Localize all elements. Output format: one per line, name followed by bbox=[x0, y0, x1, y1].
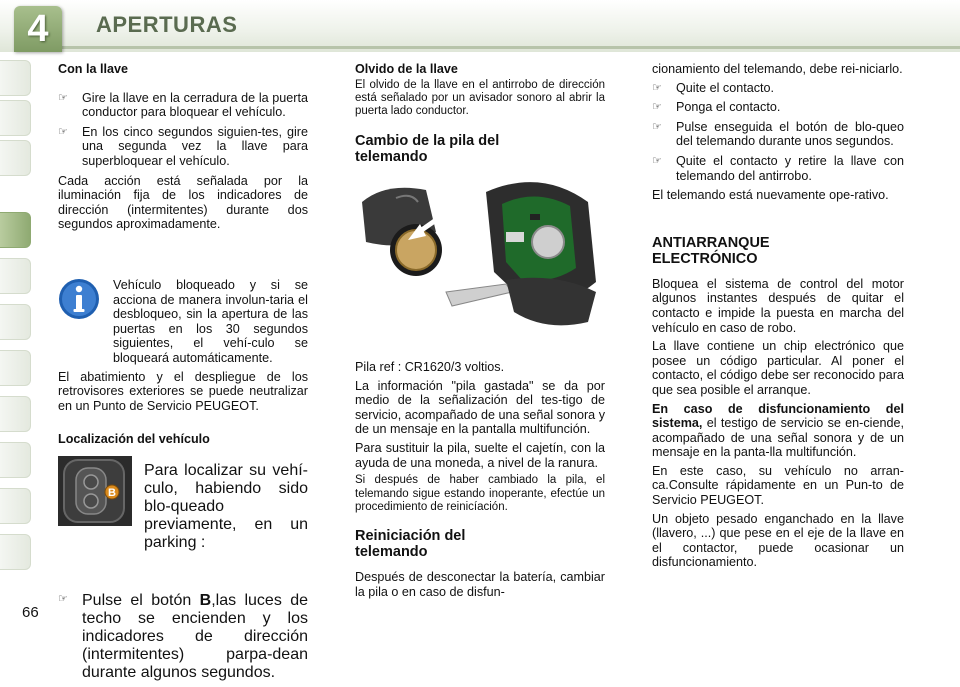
heading-olvido-llave: Olvido de la llave bbox=[355, 62, 458, 76]
column-2 bbox=[355, 62, 605, 169]
paragraph: El olvido de la llave en el antirrobo de dirección está señalado por un avisador sonoro al abrir la puerta lado conductor. bbox=[355, 78, 605, 118]
paragraph: Para sustituir la pila, suelte el cajetín, con la ayuda de una moneda, a nivel de la ranura. bbox=[355, 440, 605, 470]
column-1 bbox=[58, 62, 308, 236]
paragraph: Después de desconectar la batería, cambiar la pila o en caso de disfun- bbox=[355, 570, 605, 599]
side-tab-8[interactable] bbox=[0, 396, 31, 432]
bullet-item: ☞ Pulse el botón B,las luces de techo se encienden y los indicadores de dirección (intermitentes) parpa-dean durante algunos segundos. bbox=[58, 592, 308, 681]
side-tab-6[interactable] bbox=[0, 304, 31, 340]
bullet-item: ☞ Pulse enseguida el botón de blo-queo del telemando durante unos segundos. bbox=[652, 119, 904, 149]
hand-pointer-icon: ☞ bbox=[652, 154, 662, 167]
section-title-cambio-pila: Cambio de la pila del telemando bbox=[355, 132, 500, 165]
paragraph: En caso de disfuncionamiento del sistema, el testigo de servicio se en-ciende, acompañado de una señal sonora y de un mensaje en la panta-lla multifunción. bbox=[652, 401, 904, 460]
section-title-reiniciacion: Reiniciación del telemando bbox=[355, 528, 466, 561]
side-tab-1[interactable] bbox=[0, 60, 31, 96]
remote-key-battery-photo bbox=[356, 172, 606, 350]
heading-localizacion: Localización del vehículo bbox=[58, 432, 210, 446]
hand-pointer-icon: ☞ bbox=[58, 91, 68, 104]
column-3 bbox=[652, 62, 904, 574]
side-tab-10[interactable] bbox=[0, 488, 31, 524]
side-tab-7[interactable] bbox=[0, 350, 31, 386]
paragraph: Cada acción está señalada por la iluminación fija de los indicadores de dirección (intermitentes) durante dos segundos aproximadamente. bbox=[58, 173, 308, 232]
side-tab-2[interactable] bbox=[0, 100, 31, 136]
paragraph: Pila ref : CR1620/3 voltios. bbox=[355, 360, 505, 374]
header-rule bbox=[60, 46, 960, 49]
paragraph: cionamiento del telemando, debe rei-niciarlo. bbox=[652, 62, 903, 76]
paragraph: Bloquea el sistema de control del motor algunos instantes después de quitar el contacto e impide la puesta en marcha del vehículo en caso de robo. bbox=[652, 276, 904, 335]
info-text: Vehículo bloqueado y si se acciona de manera involun-taria el desbloqueo, sin la apertura de las puertas en los 30 segundos siguientes, el vehí-culo se bloqueará automáticamente. bbox=[113, 278, 308, 365]
chapter-tab bbox=[14, 6, 62, 52]
paragraph: Para localizar su vehí-culo, habiendo sido blo-queado previamente, en un parking : bbox=[144, 462, 308, 551]
info-icon bbox=[58, 278, 100, 320]
bullet-item: ☞ Quite el contacto. bbox=[652, 80, 775, 95]
side-tab-4-active[interactable] bbox=[0, 212, 31, 248]
paragraph: En este caso, su vehículo no arran-ca.Consulte rápidamente en un Pun-to de Servicio PEUGEOT. bbox=[652, 463, 904, 508]
paragraph: El telemando está nuevamente ope-rativo. bbox=[652, 188, 889, 203]
side-tab-9[interactable] bbox=[0, 442, 31, 478]
info-note bbox=[58, 278, 308, 426]
side-tab-3[interactable] bbox=[0, 140, 31, 176]
hand-pointer-icon: ☞ bbox=[58, 125, 68, 138]
paragraph: Si después de haber cambiado la pila, el telemando sigue estando inoperante, efectúe un procedimiento de reinicíación. bbox=[355, 474, 605, 513]
paragraph: Un objeto pesado enganchado en la llave (llavero, ...) que pese en el eje de la llave en el contactor, puede ocasionar un disfuncionamiento. bbox=[652, 511, 904, 570]
paragraph: El abatimiento y el despliegue de los retrovisores exteriores se puede neutralizar en un Punto de Servicio PEUGEOT. bbox=[58, 369, 308, 413]
remote-key-image bbox=[58, 456, 132, 526]
page-header bbox=[0, 0, 960, 52]
bullet-item: ☞ Ponga el contacto. bbox=[652, 100, 781, 115]
bullet-item: ☞ Gire la llave en la cerradura de la puerta conductor para bloquear el vehículo. bbox=[58, 90, 308, 120]
paragraph: La llave contiene un chip electrónico que posee un código particular. Al poner el contacto, el código debe ser reconocido para que sea posible el arranque. bbox=[652, 339, 904, 397]
paragraph: La información "pila gastada" se da por medio de la señalización del tes-tigo de servicio, acompañado de una señal sonora y de un mensaje en la pantalla multifunción. bbox=[355, 378, 605, 437]
hand-pointer-icon: ☞ bbox=[652, 81, 662, 94]
hand-pointer-icon: ☞ bbox=[652, 101, 662, 114]
page-number: 66 bbox=[22, 604, 39, 621]
bullet-item: ☞ Quite el contacto y retire la llave con telemando del antirrobo. bbox=[652, 153, 904, 183]
heading-con-la-llave: Con la llave bbox=[58, 62, 128, 76]
key-button-b-label: B bbox=[108, 487, 116, 499]
section-title-antiarranque: ANTIARRANQUE ELECTRÓNICO bbox=[652, 234, 770, 267]
hand-pointer-icon: ☞ bbox=[58, 593, 68, 605]
page-title: APERTURAS bbox=[96, 12, 238, 37]
hand-pointer-icon: ☞ bbox=[652, 120, 662, 133]
chapter-number: 4 bbox=[27, 8, 49, 50]
bullet-item: ☞ En los cinco segundos siguien-tes, gire una segunda vez la llave para superbloquear el vehículo. bbox=[58, 124, 308, 168]
side-tab-5[interactable] bbox=[0, 258, 31, 294]
location-section bbox=[58, 432, 308, 687]
column-2-lower bbox=[355, 360, 605, 604]
side-tab-11[interactable] bbox=[0, 534, 31, 570]
